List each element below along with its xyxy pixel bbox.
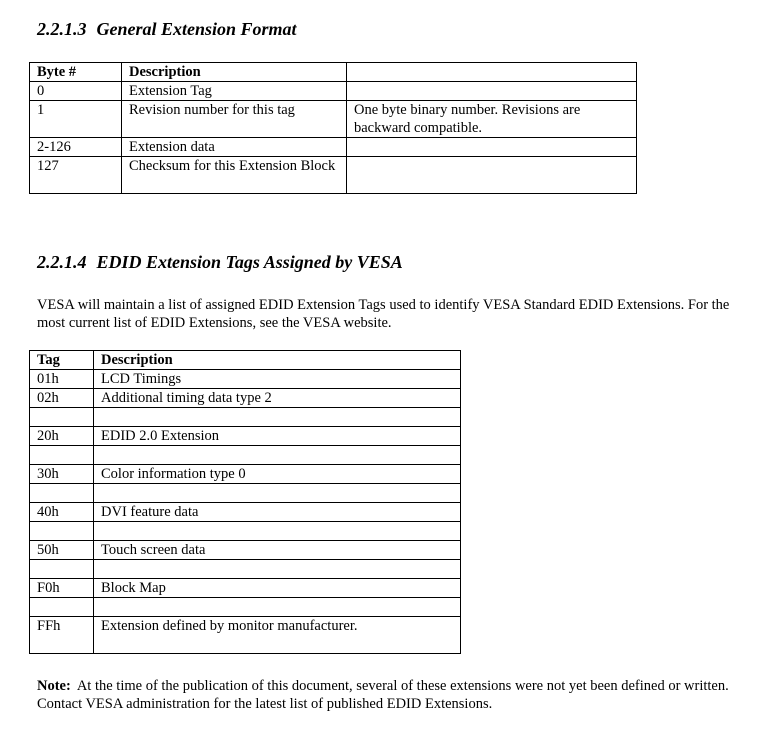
- cell-byte: 1: [30, 101, 122, 138]
- cell-description: Extension Tag: [122, 82, 347, 101]
- section-number: 2.2.1.3: [37, 19, 87, 39]
- cell-description: Extension data: [122, 138, 347, 157]
- cell-description: Extension defined by monitor manufacturer.: [94, 617, 461, 654]
- cell-notes: [347, 82, 637, 101]
- cell-notes: [347, 138, 637, 157]
- cell-tag: 20h: [30, 427, 94, 446]
- cell-tag: 01h: [30, 370, 94, 389]
- table-row: [30, 465, 461, 484]
- table-row: [30, 579, 461, 598]
- header-description: Description: [94, 351, 461, 370]
- cell-description: Revision number for this tag: [122, 101, 347, 138]
- table-row: [30, 617, 461, 654]
- cell-empty: [30, 484, 94, 503]
- table-row: [30, 427, 461, 446]
- cell-empty: [94, 446, 461, 465]
- cell-byte: 2-126: [30, 138, 122, 157]
- cell-empty: [94, 522, 461, 541]
- note-paragraph: [37, 677, 757, 713]
- table-row: [30, 82, 637, 101]
- cell-byte: 127: [30, 157, 122, 194]
- intro-paragraph: VESA will maintain a list of assigned EDID Extension Tags used to identify VESA Standard EDID Extensions. For the most current list of EDID Extensions, see the VESA website.: [37, 297, 730, 331]
- cell-tag: FFh: [30, 617, 94, 654]
- cell-tag: 50h: [30, 541, 94, 560]
- cell-description: Touch screen data: [94, 541, 461, 560]
- cell-empty: [94, 598, 461, 617]
- table-row: [30, 138, 637, 157]
- header-description: Description: [122, 63, 347, 82]
- cell-empty: [94, 484, 461, 503]
- cell-tag: 40h: [30, 503, 94, 522]
- note-text: At the time of the publication of this document, several of these extensions were not yet been defined or written. Contact VESA administration for the latest list of published EDID Extensions.: [37, 678, 729, 712]
- header-notes: [347, 63, 637, 82]
- cell-description: EDID 2.0 Extension: [94, 427, 461, 446]
- table-row-empty: [30, 446, 461, 465]
- extension-tags-table: [29, 350, 461, 654]
- extension-format-table: [29, 62, 637, 194]
- table-header-row: [30, 351, 461, 370]
- table-row-empty: [30, 560, 461, 579]
- header-tag: Tag: [30, 351, 94, 370]
- cell-description: Checksum for this Extension Block: [122, 157, 347, 194]
- table-row: [30, 101, 637, 138]
- section-heading-2-2-1-4: [37, 252, 403, 272]
- cell-tag: F0h: [30, 579, 94, 598]
- cell-empty: [30, 408, 94, 427]
- table-row: [30, 503, 461, 522]
- cell-description: LCD Timings: [94, 370, 461, 389]
- table-row: [30, 157, 637, 194]
- cell-empty: [30, 446, 94, 465]
- table-row-empty: [30, 522, 461, 541]
- section-title: General Extension Format: [96, 19, 297, 39]
- cell-notes: [347, 157, 637, 194]
- cell-empty: [30, 598, 94, 617]
- table-row: [30, 389, 461, 408]
- cell-description: DVI feature data: [94, 503, 461, 522]
- table-row-empty: [30, 598, 461, 617]
- cell-empty: [30, 560, 94, 579]
- cell-empty: [30, 522, 94, 541]
- header-byte: Byte #: [30, 63, 122, 82]
- cell-description: Block Map: [94, 579, 461, 598]
- table-header-row: [30, 63, 637, 82]
- cell-empty: [94, 560, 461, 579]
- cell-tag: 02h: [30, 389, 94, 408]
- cell-description: Additional timing data type 2: [94, 389, 461, 408]
- note-label: Note:: [37, 678, 71, 694]
- section-number: 2.2.1.4: [37, 252, 87, 272]
- cell-empty: [94, 408, 461, 427]
- section-title: EDID Extension Tags Assigned by VESA: [96, 252, 403, 272]
- table-row: [30, 541, 461, 560]
- section-heading-2-2-1-3: [37, 19, 297, 39]
- cell-description: Color information type 0: [94, 465, 461, 484]
- cell-notes: One byte binary number. Revisions are backward compatible.: [347, 101, 637, 138]
- table-row-empty: [30, 408, 461, 427]
- cell-byte: 0: [30, 82, 122, 101]
- cell-tag: 30h: [30, 465, 94, 484]
- table-row: [30, 370, 461, 389]
- table-row-empty: [30, 484, 461, 503]
